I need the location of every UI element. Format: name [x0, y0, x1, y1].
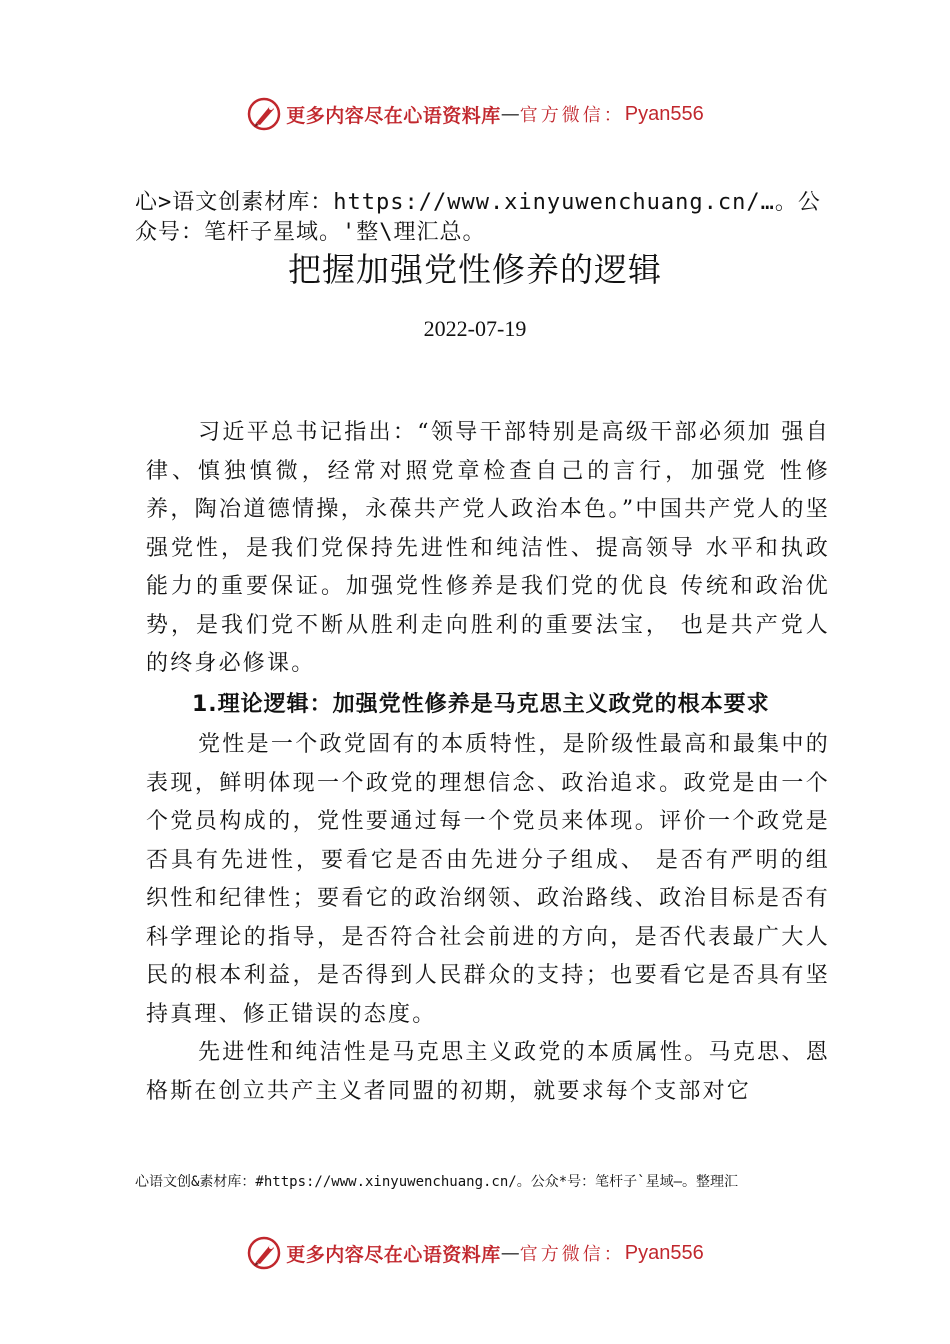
section-heading-1: 1.理论逻辑：加强党性修养是马克思主义政党的根本要求	[192, 692, 770, 717]
top-banner	[0, 94, 950, 134]
banner-wechat-id: Pyan556	[624, 102, 704, 125]
article-body	[146, 414, 830, 1111]
paragraph-intro: 习近平总书记指出：“领导干部特别是高级干部必须加 强自律、慎独慎微，经常对照党章检查自己的言行，加强党 性修养，陶冶道德情操，永葆共产党人政治本色。”中国共产党人的坚强党性，是我们党保持先进性和纯洁性、提高领导 水平和执政能力的重要保证。加强党性修养是我们党的优良 传统和政治优势，是我们党不断从胜利走向胜利的重要法宝， 也是共产党人的终身必修课。	[146, 420, 830, 676]
pen-nib-logo-icon	[246, 1235, 282, 1271]
banner-label: 官方微信：	[519, 1244, 625, 1265]
banner-separator: —	[500, 103, 520, 125]
pen-nib-logo-icon	[246, 96, 282, 132]
paragraph-party-spirit: 党性是一个政党固有的本质特性，是阶级性最高和最集中的表现，鲜明体现一个政党的理想信念、政治追求。政党是由一个个党员构成的，党性要通过每一个党员来体现。评价一个政党是否具有先进性，要看它是否由先进分子组成、 是否有严明的组织性和纪律性；要看它的政治纲领、政治路线、政治目标是否有科学理论的指导，是否符合社会前进的方向，是否代表最广大人民的根本利益，是否得到人民群众的支持；也要看它是否具有坚持真理、修正错误的态度。	[146, 732, 830, 1027]
banner-label: 官方微信：	[519, 105, 625, 126]
publish-date: 2022-07-19	[423, 316, 527, 341]
banner-title: 更多内容尽在心语资料库	[286, 1243, 501, 1266]
banner-title: 更多内容尽在心语资料库	[286, 104, 501, 127]
paragraph-advanced-nature: 先进性和纯洁性是马克思主义政党的本质属性。马克思、恩格斯在创立共产主义者同盟的初期，就要求每个支部对它	[146, 1040, 830, 1104]
header-source-note: 心>语文创素材库：https://www.xinyuwenchuang.cn/…。公众号：笔杆子星域。'整\理汇总。	[135, 190, 821, 245]
banner-separator: —	[500, 1242, 520, 1264]
bottom-banner	[0, 1233, 950, 1273]
page-title: 把握加强党性修养的逻辑	[288, 250, 662, 289]
banner-wechat-id: Pyan556	[624, 1241, 704, 1264]
footer-source-note: 心语文创&素材库：#https://www.xinyuwenchuang.cn/。公众*号：笔杆子`星域—。整理汇	[135, 1174, 739, 1190]
